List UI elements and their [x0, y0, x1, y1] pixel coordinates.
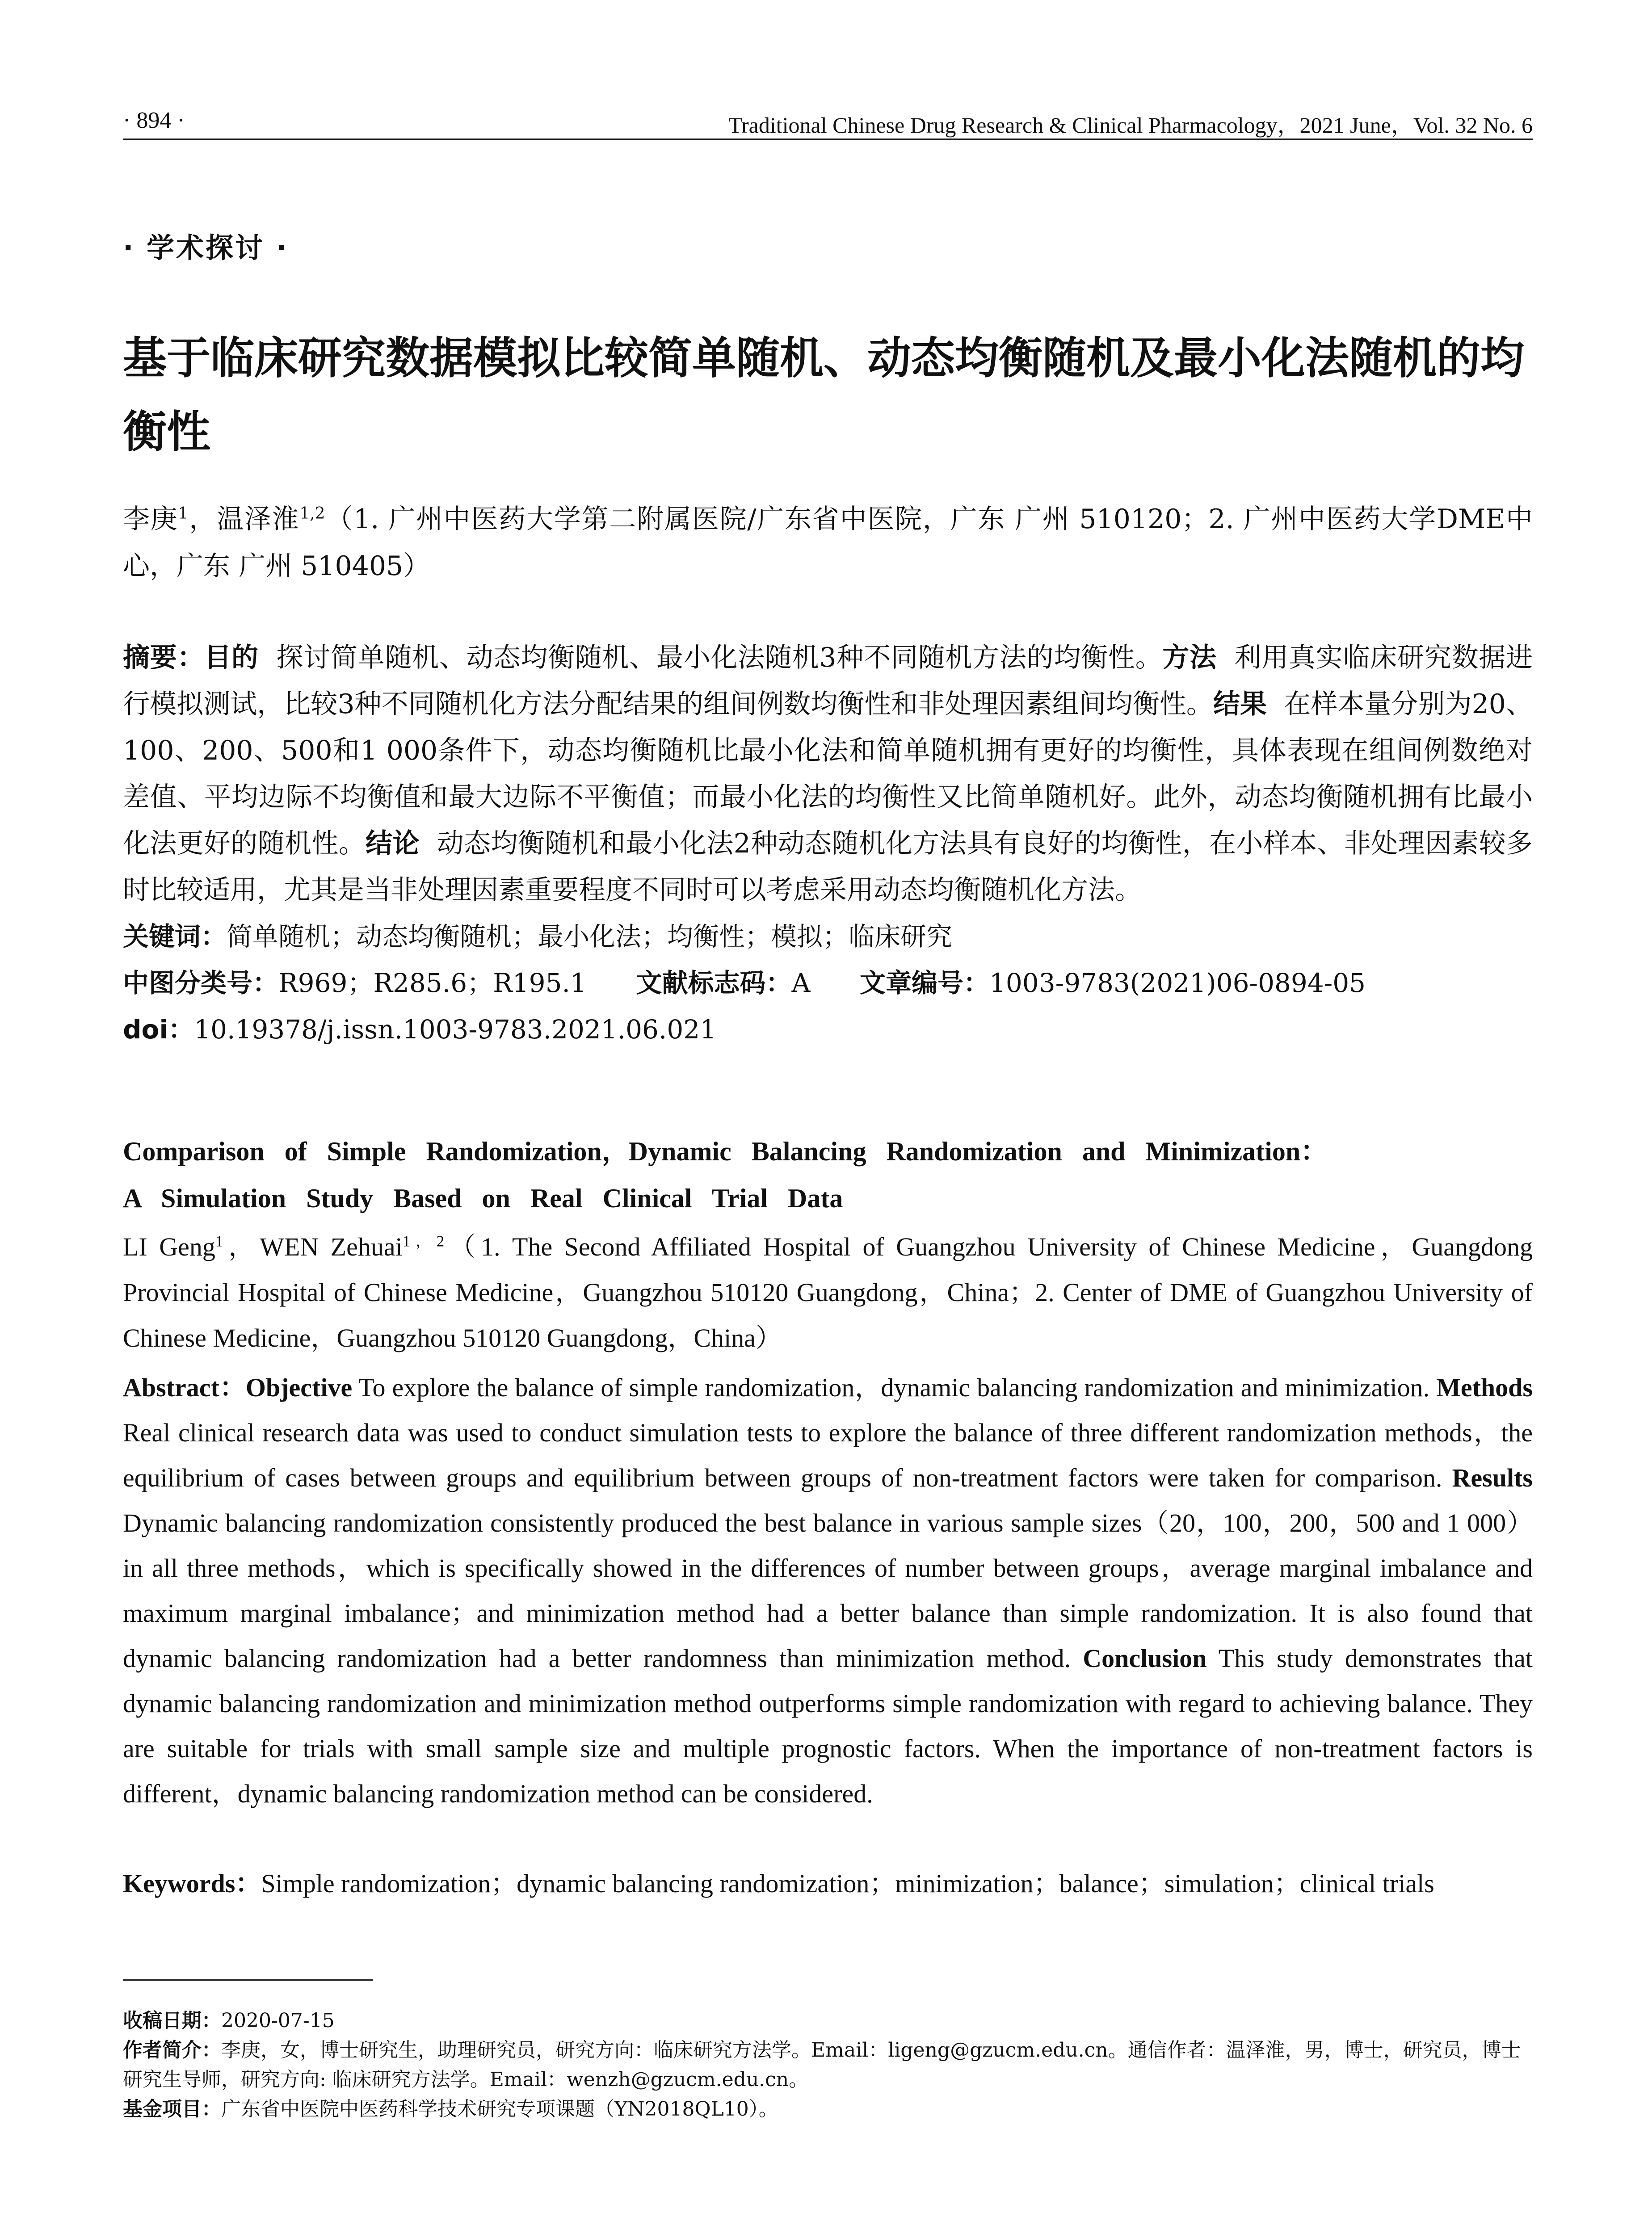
- author-2-affil: 1,2: [299, 504, 325, 523]
- author-1-affil: 1: [178, 504, 189, 523]
- conclusion-label: 结论: [366, 828, 420, 859]
- english-abstract: [123, 1365, 1533, 1816]
- en-objective-text: To explore the balance of simple randomization，dynamic balancing randomization and minimization.: [358, 1373, 1430, 1402]
- chinese-title: 基于临床研究数据模拟比较简单随机、动态均衡随机及最小化法随机的均衡性: [123, 333, 1525, 458]
- english-title: [123, 1128, 1533, 1222]
- en-abstract-label: Abstract：: [123, 1373, 246, 1402]
- keywords-text: 简单随机；动态均衡随机；最小化法；均衡性；模拟；临床研究: [227, 921, 953, 952]
- english-title-line-2: A Simulation Study Based on Real Clinical Trial Data: [123, 1184, 843, 1213]
- corresponding-text: 温泽淮，男，博士，研究员，博士研究生导师，研究方向: 临床研究方法学。Email：wenzh@gzucm.edu.cn。: [123, 2039, 1521, 2091]
- en-author-2-name: WEN Zehuai: [260, 1232, 403, 1261]
- conclusion-text: 动态均衡随机和最小化法2种动态随机化方法具有良好的均衡性，在小样本、非处理因素较多时比较适用，尤其是当非处理因素重要程度不同时可以考虑采用动态均衡随机化方法。: [123, 828, 1533, 906]
- received-label: 收稿日期：: [123, 2009, 221, 2032]
- en-author-separator: ，: [223, 1232, 260, 1261]
- fund-info: [123, 2095, 1533, 2124]
- footnote-divider: [123, 1979, 373, 1981]
- author-2-name: 温泽淮: [217, 504, 300, 535]
- doc-code-label: 文献标志码：: [636, 968, 792, 998]
- classification-line: [123, 960, 1533, 1006]
- english-keywords: [123, 1861, 1533, 1906]
- doi-value: 10.19378/j.issn.1003-9783.2021.06.021: [194, 1014, 717, 1045]
- en-author-1-name: LI Geng: [123, 1232, 215, 1261]
- en-results-label: Results: [1452, 1463, 1533, 1492]
- en-keywords-text: Simple randomization；dynamic balancing randomization；minimization；balance；simulation；clinical trials: [261, 1869, 1434, 1898]
- corresponding-label: 通信作者：: [1127, 2039, 1226, 2062]
- fund-label: 基金项目：: [123, 2098, 221, 2121]
- en-conclusion-text: This study demonstrates that dynamic balancing randomization and minimization method outperforms simple randomization with regard to achieving balance. They are suitable for trials with small sample size and multiple prognostic factors. When the importance of non-treatment factors is different，dynamic balancing randomization method can be considered.: [123, 1644, 1533, 1808]
- en-objective-label: Objective: [245, 1373, 353, 1402]
- en-conclusion-label: Conclusion: [1083, 1644, 1207, 1673]
- doc-code-value: A: [791, 968, 811, 998]
- author-1-name: 李庚: [123, 504, 178, 535]
- en-results-text: Dynamic balancing randomization consistently produced the best balance in various sample sizes（20，100，200，500 and 1 000）in all three methods，which is specifically showed in the differences of number between groups，average marginal imbalance and maximum marginal imbalance；and minimization method had a better balance than simple randomization. It is also found that dynamic balancing randomization had a better randomness than minimization method.: [123, 1508, 1533, 1673]
- footnotes: [123, 2006, 1533, 2124]
- chinese-affiliation: （1. 广州中医药大学第二附属医院/广东省中医院，广东 广州 510120；2. 广州中医药大学DME中心，广东 广州 510405）: [123, 504, 1533, 582]
- received-value: 2020-07-15: [221, 2009, 335, 2032]
- page-number: · 894 ·: [123, 108, 185, 133]
- chinese-authors: [123, 496, 1533, 590]
- keywords-label: 关键词：: [123, 921, 227, 952]
- clc-value: R969；R285.6；R195.1: [278, 968, 587, 998]
- section-label: · 学术探讨 ·: [123, 231, 289, 264]
- en-methods-text: Real clinical research data was used to conduct simulation tests to explore the balance of three different randomization methods，the equilibrium of cases between groups and equilibrium between groups of non-treatment factors were taken for comparison.: [123, 1418, 1533, 1492]
- article-no-label: 文章编号：: [859, 968, 989, 998]
- en-methods-label: Methods: [1436, 1373, 1533, 1402]
- objective-text: 探讨简单随机、动态均衡随机、最小化法随机3种不同随机方法的均衡性。: [276, 642, 1163, 673]
- clc-label: 中图分类号：: [123, 968, 279, 998]
- chinese-keywords: [123, 913, 1533, 960]
- doi-label: doi：: [123, 1014, 194, 1045]
- results-text: 在样本量分别为20、100、200、500和1 000条件下，动态均衡随机比最小化法和简单随机拥有更好的均衡性，具体表现在组间例数绝对差值、平均边际不均衡值和最大边际不平衡值；而最小化法的均衡性又比简单随机好。此外，动态均衡随机拥有比最小化法更好的随机性。: [123, 689, 1533, 859]
- en-keywords-label: Keywords：: [123, 1869, 261, 1898]
- doi-line: [123, 1006, 1533, 1053]
- chinese-abstract: [123, 634, 1533, 913]
- fund-text: 广东省中医院中医药科学技术研究专项课题（YN2018QL10）。: [221, 2098, 778, 2121]
- methods-text: 利用真实临床研究数据进行模拟测试，比较3种不同随机化方法分配结果的组间例数均衡性和非处理因素组间均衡性。: [123, 642, 1533, 720]
- results-label: 结果: [1213, 689, 1267, 720]
- author-info-label: 作者简介：: [123, 2039, 221, 2062]
- english-affiliation: （1. The Second Affiliated Hospital of Guangzhou University of Chinese Medicine，Guangdong Provincial Hospital of Chinese Medicine，Guangzhou 510120 Guangdong，China；2. Center of DME of Guangzhou University of Chinese Medicine，Guangzhou 510120 Guangdong，China）: [123, 1232, 1533, 1352]
- received-date: [123, 2006, 1533, 2036]
- article-no-value: 1003-9783(2021)06-0894-05: [989, 968, 1366, 998]
- abstract-label: 摘要：: [123, 642, 205, 673]
- english-authors: [123, 1224, 1533, 1361]
- author-separator: ，: [188, 504, 217, 535]
- en-author-2-affil: 1，2: [402, 1232, 445, 1250]
- chinese-abstract-block: [123, 634, 1533, 1053]
- author-info-text: 李庚，女，博士研究生，助理研究员，研究方向：临床研究方法学。Email：ligeng@gzucm.edu.cn。: [221, 2039, 1128, 2062]
- journal-citation: Traditional Chinese Drug Research & Clinical Pharmacology，2021 June，Vol. 32 No. 6: [728, 113, 1533, 138]
- author-info: [123, 2036, 1533, 2095]
- running-header: [123, 107, 1533, 140]
- en-author-1-affil: 1: [215, 1232, 223, 1250]
- methods-label: 方法: [1162, 642, 1217, 673]
- objective-label: 目的: [204, 642, 259, 673]
- english-title-line-1: Comparison of Simple Randomization，Dynamic Balancing Randomization and Minimization：: [123, 1137, 1328, 1166]
